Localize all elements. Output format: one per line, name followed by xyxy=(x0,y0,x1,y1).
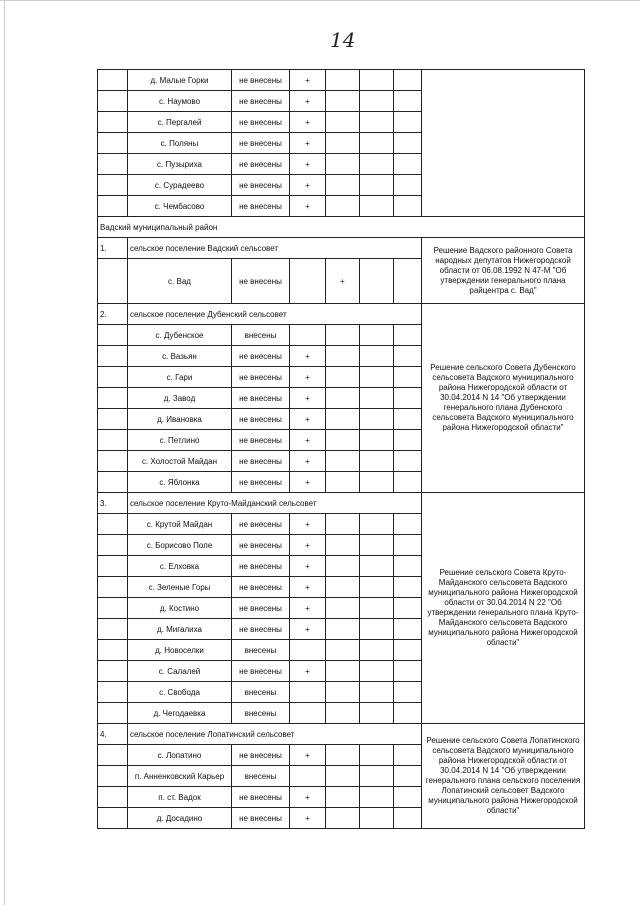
row-number-cell xyxy=(98,388,128,409)
empty-cell xyxy=(394,451,422,472)
mark-cell: + xyxy=(290,70,326,91)
changes-status: не внесены xyxy=(232,346,290,367)
mark-cell: + xyxy=(290,430,326,451)
mark-cell xyxy=(290,766,326,787)
page-number: 14 xyxy=(330,28,356,52)
empty-cell xyxy=(360,325,394,346)
empty-cell xyxy=(394,409,422,430)
village-name: с. Зеленые Горы xyxy=(128,577,232,598)
village-row xyxy=(98,70,585,91)
row-number-cell xyxy=(98,514,128,535)
section-number: 4. xyxy=(98,724,128,745)
village-name: с. Свобода xyxy=(128,682,232,703)
empty-cell xyxy=(360,472,394,493)
mark-cell xyxy=(290,259,326,304)
changes-status: не внесены xyxy=(232,430,290,451)
empty-cell xyxy=(394,367,422,388)
village-name: д. Чегодаевка xyxy=(128,703,232,724)
empty-cell xyxy=(360,367,394,388)
mark-cell-2 xyxy=(326,619,360,640)
mark-cell: + xyxy=(290,388,326,409)
mark-cell-2 xyxy=(326,70,360,91)
empty-cell xyxy=(394,577,422,598)
settlement-title: сельское поселение Вадский сельсовет xyxy=(128,238,422,259)
village-name: с. Пузыриха xyxy=(128,154,232,175)
row-number-cell xyxy=(98,619,128,640)
village-name: с. Борисово Поле xyxy=(128,535,232,556)
empty-cell xyxy=(360,154,394,175)
row-number-cell xyxy=(98,556,128,577)
section-number: 2. xyxy=(98,304,128,325)
mark-cell: + xyxy=(290,619,326,640)
mark-cell-2 xyxy=(326,472,360,493)
decision-text: Решение сельского Совета Дубенского сельсовета Вадского муниципального района Нижегородской области от 30.04.2014 N 14 "Об утверждении генерального плана Дубенского сельсовета Вадского муниципального района Нижегородской области" xyxy=(422,304,585,493)
row-number-cell xyxy=(98,133,128,154)
row-number-cell xyxy=(98,787,128,808)
village-name: д. Малые Горки xyxy=(128,70,232,91)
empty-cell xyxy=(394,703,422,724)
changes-status: не внесены xyxy=(232,745,290,766)
empty-cell xyxy=(394,556,422,577)
mark-cell: + xyxy=(290,451,326,472)
mark-cell xyxy=(290,703,326,724)
mark-cell-2 xyxy=(326,133,360,154)
mark-cell: + xyxy=(290,514,326,535)
row-number-cell xyxy=(98,70,128,91)
empty-cell xyxy=(394,346,422,367)
empty-cell xyxy=(360,346,394,367)
mark-cell: + xyxy=(290,133,326,154)
empty-cell xyxy=(360,661,394,682)
empty-cell xyxy=(360,577,394,598)
empty-cell xyxy=(394,175,422,196)
village-name: д. Новоселки xyxy=(128,640,232,661)
row-number-cell xyxy=(98,661,128,682)
decision-text: Решение сельского Совета Лопатинского сельсовета Вадского муниципального района Нижегородской области от 30.04.2014 N 14 "Об утверждении генерального плана сельского поселения Лопатинский сельсовет Вадского муниципального района Нижегородской области" xyxy=(422,724,585,829)
changes-status: внесены xyxy=(232,682,290,703)
mark-cell-2 xyxy=(326,745,360,766)
mark-cell-2 xyxy=(326,766,360,787)
mark-cell-2 xyxy=(326,577,360,598)
mark-cell-2 xyxy=(326,787,360,808)
mark-cell-2 xyxy=(326,682,360,703)
row-number-cell xyxy=(98,154,128,175)
mark-cell-2 xyxy=(326,409,360,430)
row-number-cell xyxy=(98,325,128,346)
mark-cell: + xyxy=(290,535,326,556)
empty-cell xyxy=(360,766,394,787)
changes-status: не внесены xyxy=(232,808,290,829)
mark-cell: + xyxy=(290,346,326,367)
empty-cell xyxy=(360,787,394,808)
changes-status: не внесены xyxy=(232,514,290,535)
changes-status: внесены xyxy=(232,325,290,346)
village-name: с. Яблонка xyxy=(128,472,232,493)
row-number-cell xyxy=(98,808,128,829)
village-name: с. Вазьян xyxy=(128,346,232,367)
mark-cell-2: + xyxy=(326,259,360,304)
mark-cell: + xyxy=(290,367,326,388)
row-number-cell xyxy=(98,112,128,133)
empty-cell xyxy=(394,682,422,703)
empty-cell xyxy=(394,91,422,112)
changes-status: не внесены xyxy=(232,472,290,493)
village-name: с. Сурадеево xyxy=(128,175,232,196)
village-name: с. Крутой Майдан xyxy=(128,514,232,535)
row-number-cell xyxy=(98,259,128,304)
changes-status: внесены xyxy=(232,703,290,724)
settlement-header-row xyxy=(98,238,585,259)
mark-cell: + xyxy=(290,175,326,196)
row-number-cell xyxy=(98,745,128,766)
changes-status: не внесены xyxy=(232,535,290,556)
empty-cell xyxy=(360,196,394,217)
empty-cell xyxy=(394,598,422,619)
changes-status: не внесены xyxy=(232,133,290,154)
changes-status: внесены xyxy=(232,766,290,787)
empty-cell xyxy=(394,745,422,766)
decision-text: Решение сельского Совета Круто-Майданского сельсовета Вадского муниципального района Нижегородской области от 30.04.2014 N 22 "Об утверждении генерального плана Круто-Майданского сельсовета Вадского муниципального района Нижегородской области" xyxy=(422,493,585,724)
decision-cell-blank xyxy=(422,70,585,217)
empty-cell xyxy=(394,388,422,409)
village-name: д. Досадино xyxy=(128,808,232,829)
village-name: с. Гари xyxy=(128,367,232,388)
village-name: п. Анненковский Карьер xyxy=(128,766,232,787)
changes-status: не внесены xyxy=(232,661,290,682)
district-title: Вадский муниципальный район xyxy=(98,217,585,238)
row-number-cell xyxy=(98,577,128,598)
mark-cell-2 xyxy=(326,430,360,451)
row-number-cell xyxy=(98,535,128,556)
row-number-cell xyxy=(98,766,128,787)
mark-cell: + xyxy=(290,409,326,430)
settlement-title: сельское поселение Дубенский сельсовет xyxy=(128,304,422,325)
mark-cell-2 xyxy=(326,535,360,556)
empty-cell xyxy=(360,409,394,430)
empty-cell xyxy=(394,661,422,682)
mark-cell-2 xyxy=(326,451,360,472)
mark-cell-2 xyxy=(326,388,360,409)
changes-status: не внесены xyxy=(232,91,290,112)
empty-cell xyxy=(360,808,394,829)
empty-cell xyxy=(360,598,394,619)
row-number-cell xyxy=(98,196,128,217)
empty-cell xyxy=(360,430,394,451)
mark-cell-2 xyxy=(326,556,360,577)
mark-cell-2 xyxy=(326,346,360,367)
empty-cell xyxy=(394,514,422,535)
row-number-cell xyxy=(98,640,128,661)
empty-cell xyxy=(394,325,422,346)
changes-status: не внесены xyxy=(232,787,290,808)
empty-cell xyxy=(360,259,394,304)
changes-status: не внесены xyxy=(232,112,290,133)
mark-cell-2 xyxy=(326,91,360,112)
changes-status: не внесены xyxy=(232,556,290,577)
empty-cell xyxy=(394,154,422,175)
empty-cell xyxy=(360,556,394,577)
changes-status: не внесены xyxy=(232,154,290,175)
mark-cell-2 xyxy=(326,661,360,682)
register-table xyxy=(97,69,585,829)
empty-cell xyxy=(360,703,394,724)
mark-cell: + xyxy=(290,154,326,175)
village-name: с. Елховка xyxy=(128,556,232,577)
mark-cell xyxy=(290,325,326,346)
empty-cell xyxy=(360,640,394,661)
mark-cell-2 xyxy=(326,196,360,217)
village-name: с. Салалей xyxy=(128,661,232,682)
empty-cell xyxy=(360,91,394,112)
changes-status: не внесены xyxy=(232,409,290,430)
village-name: д. Ивановка xyxy=(128,409,232,430)
changes-status: не внесены xyxy=(232,451,290,472)
row-number-cell xyxy=(98,346,128,367)
empty-cell xyxy=(394,70,422,91)
changes-status: внесены xyxy=(232,640,290,661)
village-name: с. Пергалей xyxy=(128,112,232,133)
empty-cell xyxy=(360,619,394,640)
empty-cell xyxy=(394,808,422,829)
mark-cell-2 xyxy=(326,367,360,388)
empty-cell xyxy=(360,682,394,703)
row-number-cell xyxy=(98,451,128,472)
scan-edge-top xyxy=(0,0,640,1)
empty-cell xyxy=(360,535,394,556)
changes-status: не внесены xyxy=(232,619,290,640)
row-number-cell xyxy=(98,175,128,196)
mark-cell xyxy=(290,682,326,703)
settlement-header-row xyxy=(98,724,585,745)
village-name: с. Вад xyxy=(128,259,232,304)
section-number: 1. xyxy=(98,238,128,259)
empty-cell xyxy=(360,745,394,766)
mark-cell: + xyxy=(290,472,326,493)
empty-cell xyxy=(360,133,394,154)
empty-cell xyxy=(360,514,394,535)
mark-cell: + xyxy=(290,661,326,682)
mark-cell: + xyxy=(290,112,326,133)
empty-cell xyxy=(360,451,394,472)
row-number-cell xyxy=(98,367,128,388)
changes-status: не внесены xyxy=(232,598,290,619)
mark-cell: + xyxy=(290,598,326,619)
mark-cell-2 xyxy=(326,640,360,661)
empty-cell xyxy=(394,259,422,304)
row-number-cell xyxy=(98,682,128,703)
empty-cell xyxy=(394,787,422,808)
village-name: с. Дубенское xyxy=(128,325,232,346)
scan-edge-left xyxy=(4,0,5,905)
mark-cell-2 xyxy=(326,808,360,829)
section-number: 3. xyxy=(98,493,128,514)
row-number-cell xyxy=(98,598,128,619)
village-name: с. Чембасово xyxy=(128,196,232,217)
settlement-header-row xyxy=(98,304,585,325)
register-body xyxy=(98,70,585,829)
mark-cell: + xyxy=(290,787,326,808)
mark-cell-2 xyxy=(326,154,360,175)
village-name: с. Холостой Майдан xyxy=(128,451,232,472)
settlement-header-row xyxy=(98,493,585,514)
settlement-title: сельское поселение Лопатинский сельсовет xyxy=(128,724,422,745)
mark-cell-2 xyxy=(326,175,360,196)
empty-cell xyxy=(394,640,422,661)
empty-cell xyxy=(394,766,422,787)
empty-cell xyxy=(394,133,422,154)
decision-text: Решение Вадского районного Совета народных депутатов Нижегородской области от 06.08.1992 N 47-М "Об утверждении генерального плана райцентра с. Вад" xyxy=(422,238,585,304)
village-name: с. Наумово xyxy=(128,91,232,112)
settlement-title: сельское поселение Круто-Майданский сельсовет xyxy=(128,493,422,514)
changes-status: не внесены xyxy=(232,259,290,304)
empty-cell xyxy=(360,175,394,196)
mark-cell: + xyxy=(290,745,326,766)
mark-cell: + xyxy=(290,577,326,598)
empty-cell xyxy=(360,388,394,409)
changes-status: не внесены xyxy=(232,70,290,91)
mark-cell: + xyxy=(290,196,326,217)
village-name: с. Петлино xyxy=(128,430,232,451)
village-name: д. Костино xyxy=(128,598,232,619)
row-number-cell xyxy=(98,430,128,451)
mark-cell: + xyxy=(290,91,326,112)
row-number-cell xyxy=(98,703,128,724)
empty-cell xyxy=(394,196,422,217)
changes-status: не внесены xyxy=(232,175,290,196)
mark-cell: + xyxy=(290,556,326,577)
village-name: д. Завод xyxy=(128,388,232,409)
changes-status: не внесены xyxy=(232,196,290,217)
changes-status: не внесены xyxy=(232,367,290,388)
empty-cell xyxy=(394,535,422,556)
empty-cell xyxy=(360,70,394,91)
empty-cell xyxy=(394,112,422,133)
village-name: д. Мигалиха xyxy=(128,619,232,640)
row-number-cell xyxy=(98,472,128,493)
empty-cell xyxy=(394,619,422,640)
empty-cell xyxy=(394,430,422,451)
mark-cell: + xyxy=(290,808,326,829)
mark-cell-2 xyxy=(326,514,360,535)
mark-cell xyxy=(290,640,326,661)
mark-cell-2 xyxy=(326,325,360,346)
village-name: п. ст. Вадок xyxy=(128,787,232,808)
mark-cell-2 xyxy=(326,703,360,724)
mark-cell-2 xyxy=(326,112,360,133)
changes-status: не внесены xyxy=(232,577,290,598)
mark-cell-2 xyxy=(326,598,360,619)
village-name: с. Поляны xyxy=(128,133,232,154)
district-row xyxy=(98,217,585,238)
row-number-cell xyxy=(98,91,128,112)
row-number-cell xyxy=(98,409,128,430)
village-name: с. Лопатино xyxy=(128,745,232,766)
changes-status: не внесены xyxy=(232,388,290,409)
empty-cell xyxy=(360,112,394,133)
empty-cell xyxy=(394,472,422,493)
